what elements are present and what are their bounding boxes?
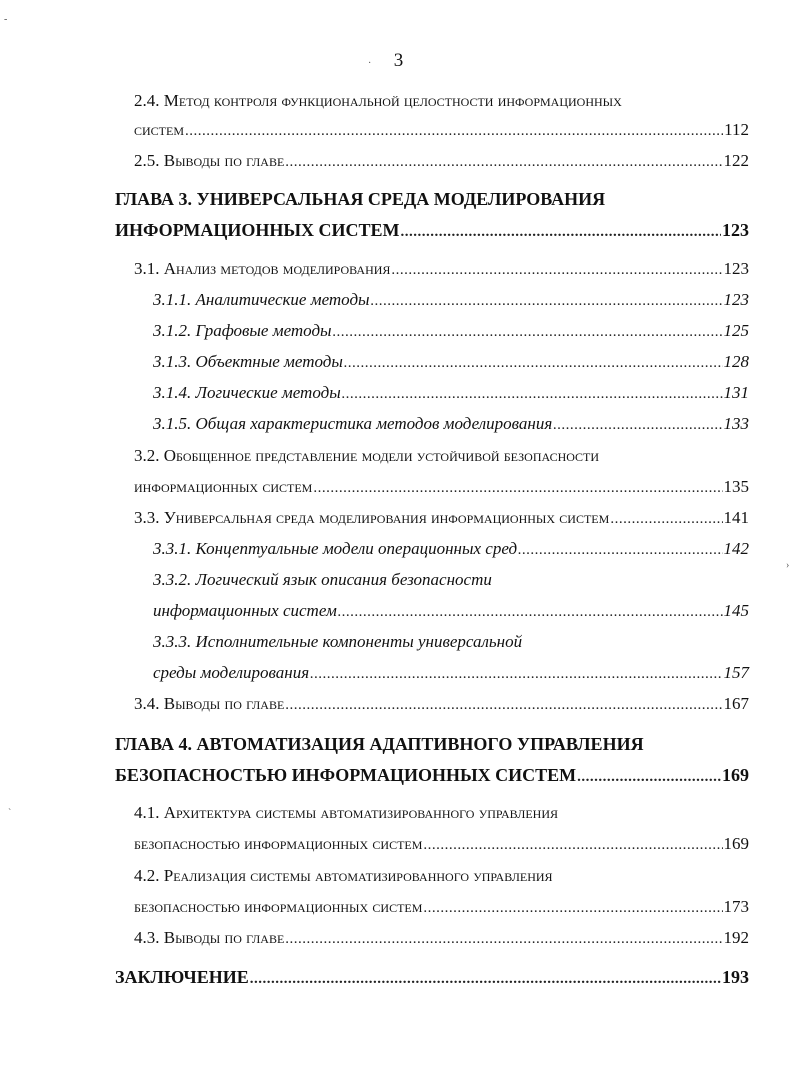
toc-conclusion bbox=[115, 966, 749, 990]
toc-entry-4-2-line1: 4.2. Реализация системы автоматизированного управления bbox=[134, 866, 553, 885]
dot-leader bbox=[338, 601, 723, 623]
toc-entry-2-4-line1: 2.4. Метод контроля функциональной целостности информационных bbox=[134, 91, 622, 110]
toc-entry-3-3-1 bbox=[153, 538, 749, 561]
toc-entry-label: 3.1. Анализ методов моделирования bbox=[134, 259, 391, 278]
toc-entry-label: 2.5. Выводы по главе bbox=[134, 151, 285, 170]
toc-entry-3-2 bbox=[134, 476, 749, 499]
toc-entry-3-3-3 bbox=[153, 662, 749, 685]
toc-entry-3-3-2 bbox=[153, 600, 749, 623]
dot-leader bbox=[185, 120, 723, 142]
toc-chapter-4-line1: ГЛАВА 4. АВТОМАТИЗАЦИЯ АДАПТИВНОГО УПРАВЛЕНИЯ bbox=[115, 734, 644, 754]
toc-entry-3-2-line1: 3.2. Обобщенное представление модели устойчивой безопасности bbox=[134, 446, 600, 465]
toc-page-number: 145 bbox=[723, 601, 749, 620]
toc-entry-3-1 bbox=[134, 258, 749, 281]
toc-entry-2-4 bbox=[134, 119, 749, 142]
dot-leader bbox=[371, 290, 723, 312]
toc-entry-label: 3.1.4. Логические методы bbox=[153, 383, 341, 402]
toc-page-number: 125 bbox=[723, 321, 749, 340]
toc-entry-label: 3.3. Универсальная среда моделирования информационных систем bbox=[134, 508, 610, 527]
dot-leader bbox=[553, 414, 722, 436]
toc-entry-4-2 bbox=[134, 896, 749, 919]
toc-page-number: 142 bbox=[723, 539, 749, 558]
toc-entry-label: ИНФОРМАЦИОННЫХ СИСТЕМ bbox=[115, 220, 400, 240]
toc-entry-label: 3.1.2. Графовые методы bbox=[153, 321, 332, 340]
toc-page-number: 169 bbox=[723, 834, 749, 853]
toc-chapter-4 bbox=[115, 764, 749, 788]
toc-entry-3-3 bbox=[134, 507, 749, 530]
toc-entry-3-1-2 bbox=[153, 320, 749, 343]
toc-page-number: 123 bbox=[722, 220, 749, 240]
toc-entry-3-3-3-line1: 3.3.3. Исполнительные компоненты универсальной bbox=[153, 632, 523, 651]
toc-entry-4-1-line1: 4.1. Архитектура системы автоматизированного управления bbox=[134, 803, 559, 822]
toc-entry-3-1-3 bbox=[153, 351, 749, 374]
toc-page-number: 157 bbox=[723, 663, 749, 682]
toc-entry-2-5 bbox=[134, 150, 749, 173]
scan-speck: · bbox=[368, 58, 372, 69]
toc-entry-3-1-5 bbox=[153, 413, 749, 436]
dot-leader bbox=[333, 321, 723, 343]
page-number: 3 bbox=[393, 50, 404, 71]
toc-entry-label: 4.3. Выводы по главе bbox=[134, 928, 285, 947]
dot-leader bbox=[342, 383, 723, 405]
toc-page-number: 167 bbox=[723, 694, 749, 713]
dot-leader bbox=[285, 928, 722, 950]
toc-page-number: 169 bbox=[722, 765, 749, 785]
toc-entry-3-4 bbox=[134, 693, 749, 716]
dot-leader bbox=[610, 508, 722, 530]
dot-leader bbox=[285, 151, 722, 173]
toc-entry-label: безопасностью информационных систем bbox=[134, 834, 423, 853]
dot-leader bbox=[344, 352, 723, 374]
dot-leader bbox=[423, 897, 722, 919]
toc-entry-3-1-4 bbox=[153, 382, 749, 405]
toc-chapter-3 bbox=[115, 219, 749, 243]
toc-entry-label: безопасностью информационных систем bbox=[134, 897, 423, 916]
toc-page-number: 193 bbox=[722, 967, 749, 987]
dot-leader bbox=[310, 663, 722, 685]
toc-entry-label: информационных систем bbox=[153, 601, 337, 620]
toc-chapter-3-line1: ГЛАВА 3. УНИВЕРСАЛЬНАЯ СРЕДА МОДЕЛИРОВАНИЯ bbox=[115, 189, 606, 209]
dot-leader bbox=[250, 968, 721, 990]
dot-leader bbox=[518, 539, 722, 561]
toc-entry-3-1-1 bbox=[153, 289, 749, 312]
toc-entry-label: среды моделирования bbox=[153, 663, 310, 682]
toc-page-number: 131 bbox=[723, 383, 749, 402]
toc-entry-3-3-2-line1: 3.3.2. Логический язык описания безопасности bbox=[153, 570, 492, 589]
toc-entry-label: информационных систем bbox=[134, 477, 313, 496]
toc-page-number: 123 bbox=[723, 290, 749, 309]
toc-entry-label: систем bbox=[134, 120, 185, 139]
toc-entry-label: 3.4. Выводы по главе bbox=[134, 694, 285, 713]
dot-leader bbox=[401, 221, 721, 243]
toc-page-number: 112 bbox=[724, 120, 749, 139]
toc-page-number: 122 bbox=[723, 151, 749, 170]
dot-leader bbox=[313, 477, 722, 499]
toc-entry-label: 3.1.1. Аналитические методы bbox=[153, 290, 370, 309]
toc-page-number: 141 bbox=[723, 508, 749, 527]
dot-leader bbox=[285, 694, 722, 716]
toc-page-number: 133 bbox=[723, 414, 749, 433]
scan-speck: › bbox=[786, 560, 790, 571]
toc-page-number: 135 bbox=[723, 477, 749, 496]
toc-entry-label: БЕЗОПАСНОСТЬЮ ИНФОРМАЦИОННЫХ СИСТЕМ bbox=[115, 765, 577, 785]
scan-speck: ` bbox=[8, 808, 12, 819]
toc-entry-4-3 bbox=[134, 927, 749, 950]
scan-speck: - bbox=[4, 14, 8, 25]
toc-entry-4-1 bbox=[134, 833, 749, 856]
toc-entry-label: 3.1.3. Объектные методы bbox=[153, 352, 343, 371]
toc-page-number: 123 bbox=[723, 259, 749, 278]
toc-entry-label: ЗАКЛЮЧЕНИЕ bbox=[115, 967, 249, 987]
dot-leader bbox=[423, 834, 722, 856]
toc-page-number: 173 bbox=[723, 897, 749, 916]
toc-entry-label: 3.3.1. Концептуальные модели операционных сред bbox=[153, 539, 518, 558]
dot-leader bbox=[391, 259, 722, 281]
dot-leader bbox=[577, 766, 721, 788]
toc-page-number: 128 bbox=[723, 352, 749, 371]
toc-entry-label: 3.1.5. Общая характеристика методов моделирования bbox=[153, 414, 553, 433]
toc-page-number: 192 bbox=[723, 928, 749, 947]
